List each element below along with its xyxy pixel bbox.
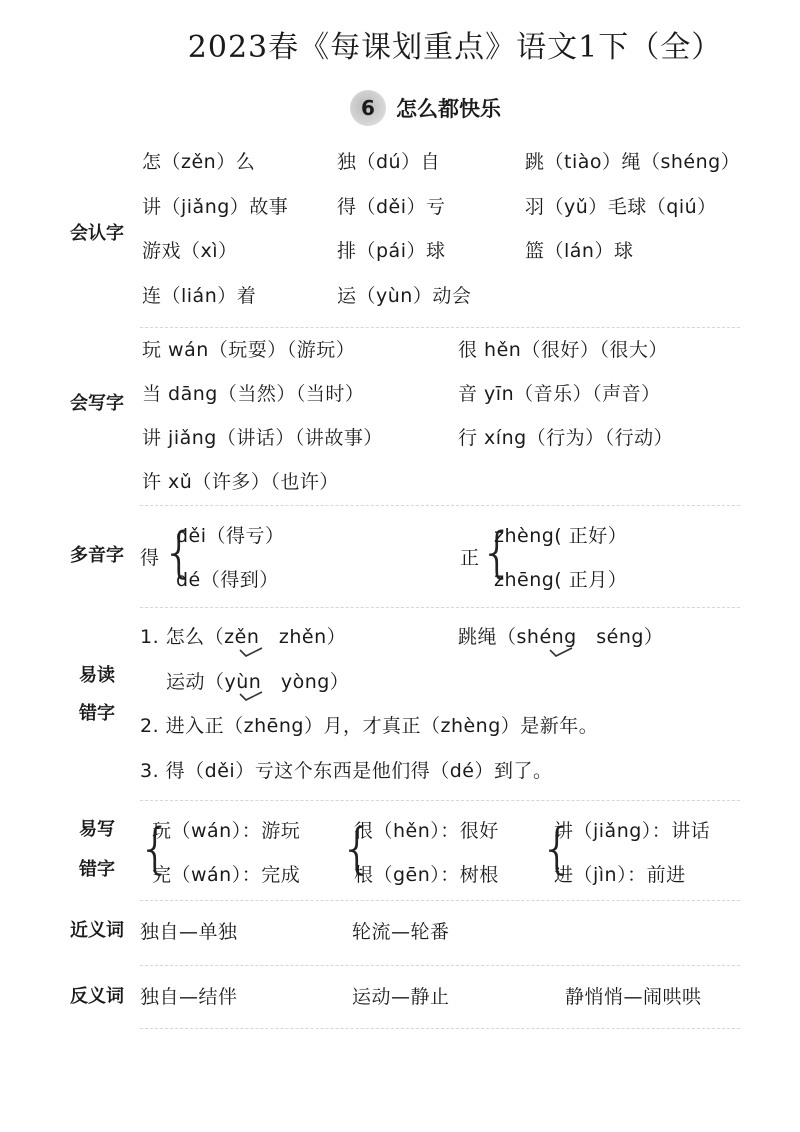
brace-icon: { [480, 521, 515, 584]
word-item: 跳（tiào）绳（shéng） [525, 151, 741, 173]
lesson-heading [350, 88, 501, 128]
section-label: 会写字 [70, 393, 124, 414]
misread-line: 运动（yùn yòng） [166, 671, 350, 693]
section-label: 易读 [79, 665, 115, 686]
word-item: 连（lián）着 [142, 285, 257, 307]
word-item: 游戏（xì） [142, 240, 238, 262]
antonym-pair: 独自—结伴 [140, 986, 238, 1008]
brace-icon: { [340, 817, 375, 880]
antonym-pair: 运动—静止 [352, 986, 450, 1008]
polyphone-reading: děi（得亏） [176, 525, 285, 547]
word-item: 讲（jiǎng）故事 [142, 196, 289, 218]
polyphone-char: 得 [140, 547, 160, 569]
polyphone-reading: zhēng( 正月） [494, 569, 628, 591]
miswrite-item: 根（gēn）：树根 [354, 864, 499, 886]
word-item: 排（pái）球 [337, 240, 446, 262]
section-label: 易写 [79, 819, 115, 840]
divider [140, 505, 740, 506]
misread-line: 2. 进入正（zhēng）月，才真正（zhèng）是新年。 [140, 715, 599, 737]
brace-icon: { [162, 521, 197, 584]
misread-line: 跳绳（shéng séng） [458, 626, 664, 648]
word-item: 玩 wán（玩耍）（游玩） [142, 339, 356, 361]
word-item: 独（dú）自 [337, 151, 441, 173]
miswrite-item: 讲（jiǎng）：讲话 [554, 820, 711, 842]
polyphone-char: 正 [460, 547, 480, 569]
lesson-title: 怎么都快乐 [396, 97, 501, 121]
divider [140, 800, 740, 801]
polyphone-reading: dé（得到） [176, 569, 279, 591]
section-label: 近义词 [70, 920, 124, 941]
polyphone-reading: zhèng( 正好） [494, 525, 628, 547]
lesson-number-badge: 6 [350, 90, 386, 126]
brace-icon: { [540, 817, 575, 880]
word-item: 得（děi）亏 [337, 196, 446, 218]
section-label: 错字 [79, 859, 115, 880]
word-item: 音 yīn（音乐）（声音） [458, 383, 661, 405]
divider [140, 965, 740, 966]
word-item: 讲 jiǎng（讲话）（讲故事） [142, 427, 383, 449]
word-item: 怎（zěn）么 [142, 151, 256, 173]
word-item: 行 xíng（行为）（行动） [458, 427, 674, 449]
miswrite-item: 很（hěn）：很好 [354, 820, 499, 842]
divider [140, 327, 740, 328]
checkmark-icon [238, 690, 264, 702]
synonym-pair: 独自—单独 [140, 921, 238, 943]
word-item: 许 xǔ（许多）（也许） [142, 471, 339, 493]
miswrite-item: 玩（wán）：游玩 [152, 820, 301, 842]
word-item: 羽（yǔ）毛球（qiú） [525, 196, 717, 218]
synonym-pair: 轮流—轮番 [352, 921, 450, 943]
section-label: 反义词 [70, 986, 124, 1007]
misread-line: 1. 怎么（zěn zhěn） [140, 626, 347, 648]
section-label: 会认字 [70, 223, 124, 244]
divider [140, 607, 740, 608]
checkmark-icon [548, 646, 574, 658]
word-item: 篮（lán）球 [525, 240, 634, 262]
word-item: 很 hěn（很好）（很大） [458, 339, 668, 361]
section-label: 错字 [79, 703, 115, 724]
antonym-pair: 静悄悄—闹哄哄 [565, 986, 702, 1008]
divider [140, 900, 740, 901]
divider [140, 1028, 740, 1029]
word-item: 运（yùn）动会 [337, 285, 472, 307]
miswrite-item: 完（wán）：完成 [152, 864, 301, 886]
miswrite-item: 进（jìn）：前进 [554, 864, 686, 886]
page-title: 2023春《每课划重点》语文1下（全） [187, 30, 723, 65]
misread-line: 3. 得（děi）亏这个东西是他们得（dé）到了。 [140, 760, 553, 782]
section-label: 多音字 [70, 545, 124, 566]
brace-icon: { [138, 817, 173, 880]
word-item: 当 dāng（当然）（当时） [142, 383, 365, 405]
checkmark-icon [238, 646, 264, 658]
